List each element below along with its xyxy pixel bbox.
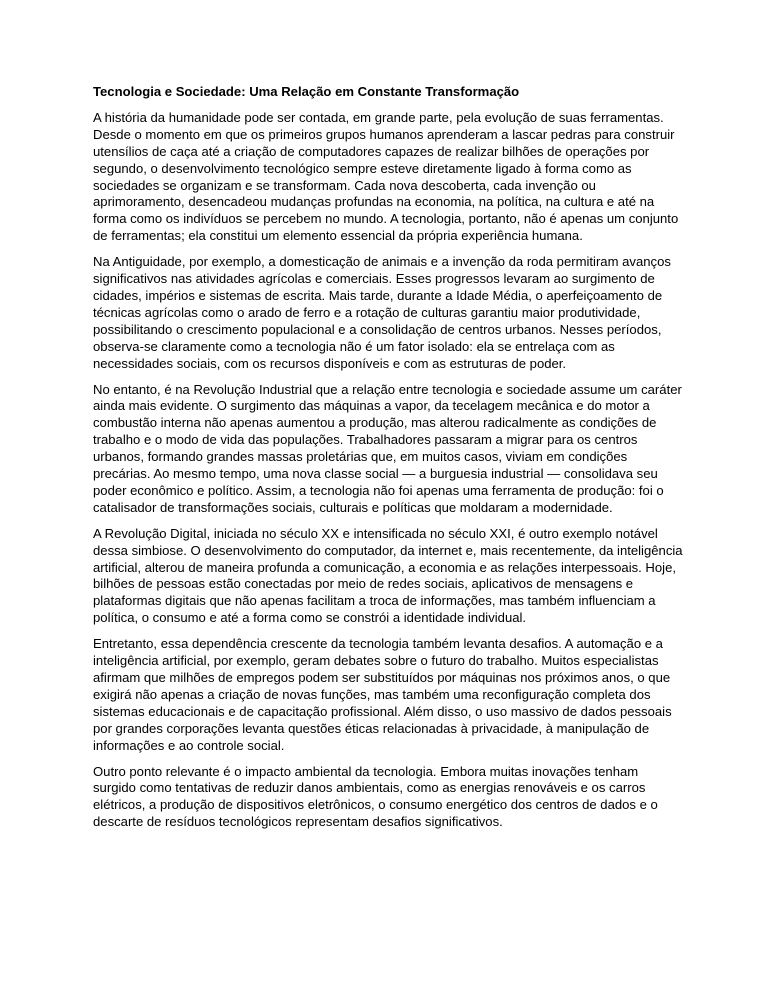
paragraph-6: Outro ponto relevante é o impacto ambiental da tecnologia. Embora muitas inovações tenham surgido como tentativas de reduzir danos ambientais, como as energias renováveis e os carros elétricos, a produção de dispositivos eletrônicos, o consumo energético dos centros de dados e o descarte de resíduos tecnológicos representam desafios significativos. bbox=[93, 763, 658, 830]
paragraph-5: Entretanto, essa dependência crescente da tecnologia também levanta desafios. A automação e a inteligência artificial, por exemplo, geram debates sobre o futuro do trabalho. Muitos especialistas afirmam que milhões de empregos podem ser substituídos por máquinas nos próximos anos, o que exigirá não apenas a criação de novas funções, mas também uma reconfiguração completa dos sistemas educacionais e de capacitação profissional. Além disso, o uso massivo de dados pessoais por grandes corporações levanta questões éticas relacionadas à privacidade, à manipulação de informações e ao controle social. bbox=[93, 636, 672, 753]
paragraph-1: A história da humanidade pode ser contada, em grande parte, pela evolução de suas ferramentas. Desde o momento em que os primeiros grupos humanos aprenderam a lascar pedras para construir utensílios de caça até a criação de computadores capazes de realizar bilhões de operações por segundo, o desenvolvimento tecnológico sempre esteve diretamente ligado à forma como as sociedades se organizam e se transformam. Cada nova descoberta, cada invenção ou aprimoramento, desencadeou mudanças profundas na economia, na política, na cultura e até na forma como os indivíduos se percebem no mundo. A tecnologia, portanto, não é apenas um conjunto de ferramentas; ela constitui um elemento essencial da própria experiência humana. bbox=[93, 109, 679, 244]
paragraph-2: Na Antiguidade, por exemplo, a domesticação de animais e a invenção da roda permitiram avanços significativos nas atividades agrícolas e comerciais. Esses progressos levaram ao surgimento de cidades, impérios e sistemas de escrita. Mais tarde, durante a Idade Média, o aperfeiçoamento de técnicas agrícolas como o arado de ferro e a rotação de culturas garantiu maior produtividade, possibilitando o crescimento populacional e a consolidação de centros urbanos. Nesses períodos, observa-se claramente como a tecnologia não é um fator isolado: ela se entrelaça com as necessidades sociais, com os recursos disponíveis e com as estruturas de poder. bbox=[93, 254, 671, 371]
document-body bbox=[93, 84, 683, 840]
paragraph-4: A Revolução Digital, iniciada no século XX e intensificada no século XXI, é outro exemplo notável dessa simbiose. O desenvolvimento do computador, da internet e, mais recentemente, da inteligência artificial, alterou de maneira profunda a comunicação, a economia e as relações interpessoais. Hoje, bilhões de pessoas estão conectadas por meio de redes sociais, aplicativos de mensagens e plataformas digitais que não apenas facilitam a troca de informações, mas também influenciam a política, o consumo e até a forma como se constrói a identidade individual. bbox=[93, 525, 683, 626]
document-title: Tecnologia e Sociedade: Uma Relação em Constante Transformação bbox=[93, 84, 520, 99]
paragraph-3: No entanto, é na Revolução Industrial que a relação entre tecnologia e sociedade assume um caráter ainda mais evidente. O surgimento das máquinas a vapor, da tecelagem mecânica e do motor a combustão interna não apenas aumentou a produção, mas alterou radicalmente as condições de trabalho e o modo de vida das populações. Trabalhadores passaram a migrar para os centros urbanos, formando grandes massas proletárias que, em muitos casos, viviam em condições precárias. Ao mesmo tempo, uma nova classe social — a burguesia industrial — consolidava seu poder econômico e político. Assim, a tecnologia não foi apenas uma ferramenta de produção: foi o catalisador de transformações sociais, culturais e políticas que moldaram a modernidade. bbox=[93, 381, 682, 515]
